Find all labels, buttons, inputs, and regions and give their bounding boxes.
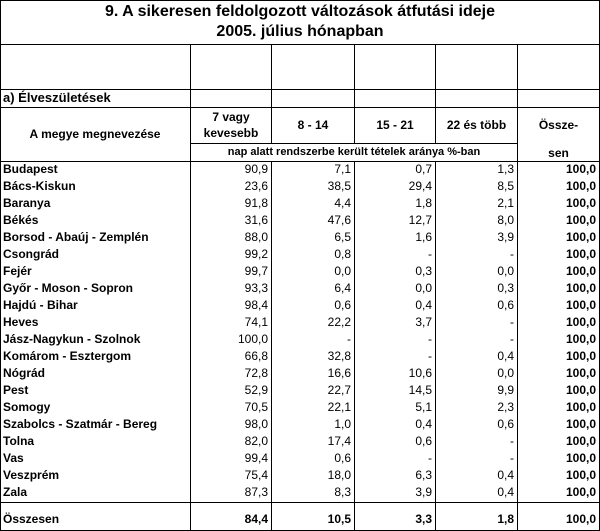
value-cell: - [428,451,432,465]
county-name: Szabolcs - Szatmár - Bereg [3,417,158,431]
value-cell: 8,3 [334,485,351,499]
value-cell: 6,5 [334,230,351,244]
value-cell: 9,9 [497,383,514,397]
column-subheader: nap alatt rendszerbe került tételek aránya %-ban [227,146,481,158]
grid-line [271,161,272,531]
value-cell: 1,8 [415,196,432,210]
column-header-total-line2: sen [548,146,569,160]
total-cell: 100,0 [565,451,596,465]
value-cell: - [510,434,514,448]
value-cell: 31,6 [244,213,268,227]
total-cell: 100,0 [565,298,596,312]
total-cell: 100,0 [565,230,596,244]
value-cell: 0,0 [497,366,514,380]
value-cell: 100,0 [237,332,268,346]
value-cell: 99,4 [244,451,268,465]
value-cell: 0,0 [497,264,514,278]
value-cell: - [428,247,432,261]
total-cell: 100,0 [565,315,596,329]
total-cell: 100,0 [565,179,596,193]
value-cell: 99,2 [244,247,268,261]
value-cell: 0,4 [415,298,432,312]
value-cell: 87,3 [244,485,268,499]
column-header-total: Össze- [538,118,579,132]
total-cell: 100,0 [565,400,596,414]
value-cell: 3,7 [415,315,432,329]
value-cell: 2,1 [497,196,514,210]
value-cell: 10,5 [327,512,351,526]
county-name: Budapest [3,162,58,176]
total-cell: 100,0 [565,366,596,380]
total-cell: 100,0 [565,264,596,278]
value-cell: 0,0 [334,264,351,278]
value-cell: 1,3 [497,162,514,176]
value-cell: 1,6 [415,230,432,244]
value-cell: 0,8 [334,247,351,261]
value-cell: 91,8 [244,196,268,210]
value-cell: 4,4 [334,196,351,210]
value-cell: 75,4 [244,468,268,482]
value-cell: - [510,332,514,346]
county-name: Összesen [3,512,60,526]
value-cell: 16,6 [327,366,351,380]
value-cell: 14,5 [408,383,432,397]
column-header-8-14: 8 - 14 [297,118,329,132]
value-cell: 3,3 [415,512,432,526]
value-cell: 47,6 [327,213,351,227]
total-cell: 100,0 [565,383,596,397]
total-cell: 100,0 [565,485,596,499]
total-cell: 100,0 [565,247,596,261]
value-cell: 0,4 [497,485,514,499]
value-cell: 0,0 [415,281,432,295]
county-name: Komárom - Esztergom [3,349,132,363]
value-cell: - [510,315,514,329]
county-name: Békés [3,213,39,227]
column-header-22-plus: 22 és több [446,118,507,132]
value-cell: 22,1 [327,400,351,414]
county-name: Csongrád [3,247,60,261]
total-cell: 100,0 [565,196,596,210]
county-name: Heves [3,315,39,329]
county-name: Zala [3,485,28,499]
county-name: Nógrád [3,366,45,380]
value-cell: 0,6 [334,451,351,465]
county-name: Győr - Moson - Sopron [3,281,133,295]
county-name: Baranya [3,196,51,210]
total-cell: 100,0 [565,281,596,295]
value-cell: 93,3 [244,281,268,295]
value-cell: 0,3 [415,264,432,278]
value-cell: 0,3 [497,281,514,295]
border-left [0,0,1,531]
value-cell: 0,4 [415,417,432,431]
value-cell: 6,3 [415,468,432,482]
value-cell: 0,6 [334,298,351,312]
value-cell: - [428,349,432,363]
value-cell: 1,8 [497,512,514,526]
column-header-7-or-less-line2: kevesebb [203,126,259,140]
table-subtitle: 2005. július hónapban [216,23,384,40]
total-cell: 100,0 [565,512,596,526]
value-cell: 0,4 [497,349,514,363]
value-cell: - [347,332,351,346]
county-name: Jász-Nagykun - Szolnok [3,332,141,346]
value-cell: 70,5 [244,400,268,414]
value-cell: 98,0 [244,417,268,431]
value-cell: 3,9 [497,230,514,244]
value-cell: 32,8 [327,349,351,363]
county-name: Tolna [3,434,35,448]
value-cell: 12,7 [408,213,432,227]
county-name: Bács-Kiskun [3,179,76,193]
value-cell: 10,6 [408,366,432,380]
total-cell: 100,0 [565,417,596,431]
total-cell: 100,0 [565,213,596,227]
grid-line [0,502,600,503]
value-cell: 74,1 [244,315,268,329]
grid-line [354,161,355,531]
county-name: Vas [3,451,24,465]
grid-line [0,107,600,108]
value-cell: - [510,451,514,465]
value-cell: 0,6 [497,298,514,312]
value-cell: 2,3 [497,400,514,414]
value-cell: 88,0 [244,230,268,244]
border-top [0,0,600,1]
value-cell: 66,8 [244,349,268,363]
value-cell: 3,9 [415,485,432,499]
value-cell: 90,9 [244,162,268,176]
county-name: Somogy [3,400,51,414]
column-header-county: A megye megnevezése [29,127,161,141]
value-cell: 8,5 [497,179,514,193]
value-cell: 23,6 [244,179,268,193]
county-name: Veszprém [3,468,60,482]
column-header-15-21: 15 - 21 [376,118,414,132]
table-title: 9. A sikeresen feldolgozott változások átfutási ideje [104,3,496,20]
value-cell: 29,4 [408,179,432,193]
value-cell: 8,0 [497,213,514,227]
value-cell: 0,6 [497,417,514,431]
value-cell: - [510,247,514,261]
total-cell: 100,0 [565,434,596,448]
value-cell: 17,4 [327,434,351,448]
grid-line [0,44,600,45]
value-cell: - [428,332,432,346]
value-cell: 0,4 [497,468,514,482]
column-header-7-or-less: 7 vagy [212,110,250,124]
value-cell: 22,2 [327,315,351,329]
county-name: Pest [3,383,29,397]
total-cell: 100,0 [565,349,596,363]
total-cell: 100,0 [565,332,596,346]
value-cell: 72,8 [244,366,268,380]
value-cell: 82,0 [244,434,268,448]
total-cell: 100,0 [565,162,596,176]
value-cell: 5,1 [415,400,432,414]
value-cell: 22,7 [327,383,351,397]
county-name: Fejér [3,264,32,278]
county-name: Hajdú - Bihar [3,298,78,312]
value-cell: 38,5 [327,179,351,193]
value-cell: 0,6 [415,434,432,448]
value-cell: 7,1 [334,162,351,176]
value-cell: 1,0 [334,417,351,431]
value-cell: 52,9 [244,383,268,397]
grid-line [435,161,436,531]
value-cell: 18,0 [327,468,351,482]
county-name: Borsod - Abaúj - Zemplén [3,230,149,244]
total-cell: 100,0 [565,468,596,482]
value-cell: 98,4 [244,298,268,312]
value-cell: 6,4 [334,281,351,295]
value-cell: 0,7 [415,162,432,176]
value-cell: 99,7 [244,264,268,278]
value-cell: 84,4 [244,512,268,526]
section-label: a) Élveszületések [3,90,111,105]
